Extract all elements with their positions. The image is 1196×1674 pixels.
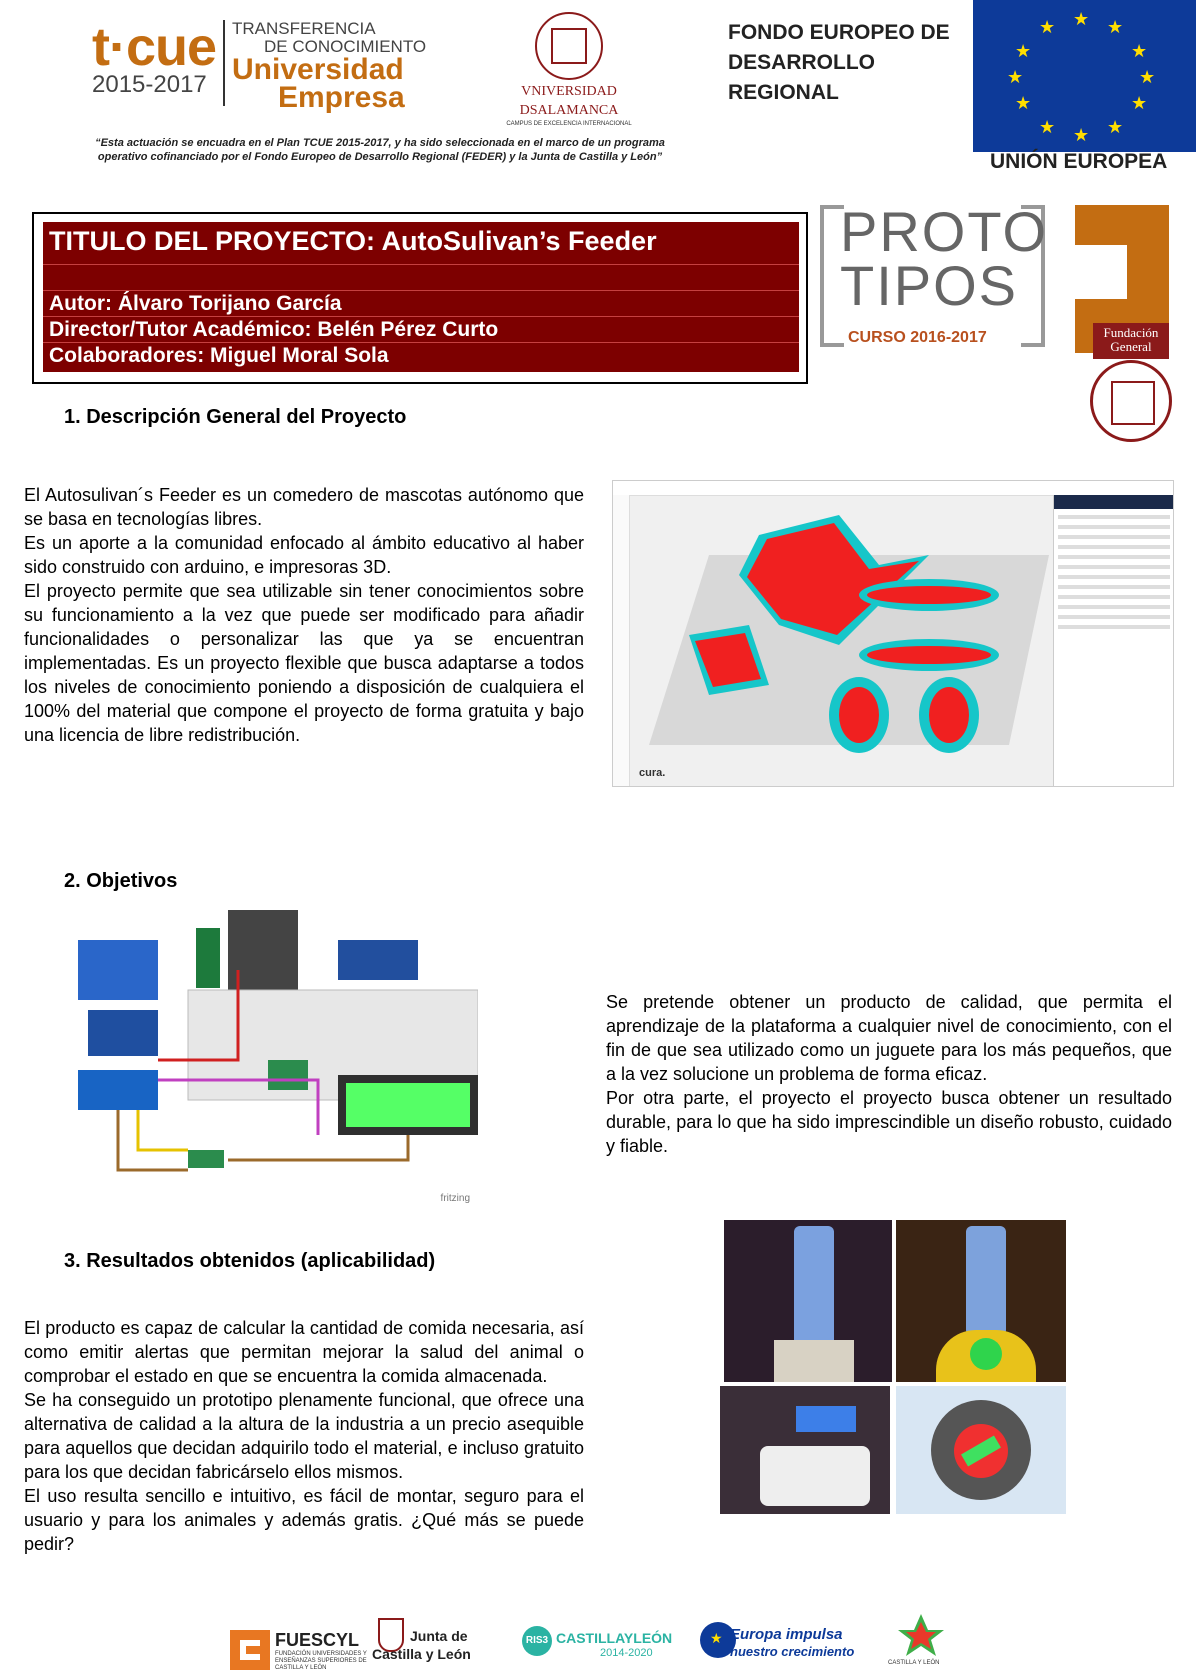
usal-campus: CAMPUS DE EXCELENCIA INTERNACIONAL [506, 121, 632, 127]
fondo-line1: FONDO EUROPEO DE [728, 21, 950, 44]
section3-paragraph: Se ha conseguido un prototipo plenamente funcional, que ofrece una alternativa de calidad a la altura de la industria a un precio asequible para aquellos que decidan adquirilo todo el material, e incluso gratuito para los que decidan fabricárselo ellos mismos. [24, 1390, 584, 1482]
fundacion-line1: Fundación [1103, 325, 1159, 340]
section2-paragraph: Por otra parte, el proyecto el proyecto busca obtener un resultado durable, para lo que ha sido imprescindible un diseño robusto, cuidado y fiable. [606, 1088, 1172, 1156]
castilla-leon-label: CASTILLA Y LEÓN [888, 1660, 940, 1666]
project-collaborators: Colaboradores: Miguel Moral Sola [49, 344, 389, 367]
transfer-line3: Universidad [232, 53, 404, 86]
logo-divider [223, 20, 225, 106]
eu-flag-icon: ★ ★ ★ ★ ★ ★ ★ ★ ★ ★ ★ ★ [973, 0, 1196, 152]
quote-line2: operativo cofinanciado por el Fondo Europeo de Desarrollo Regional (FEDER) y la Junta de Castilla y León” [97, 151, 663, 163]
tcue-logo [92, 17, 242, 98]
title-box [43, 222, 799, 372]
usal-name-2: DSALAMANCA [519, 103, 619, 118]
section1-heading: 1. Descripción General del Proyecto [64, 406, 407, 428]
fritzing-brand: fritzing [440, 1193, 470, 1204]
union-europea-label: UNIÓN EUROPEA [990, 150, 1168, 173]
project-title: TITULO DEL PROYECTO: AutoSulivan’s Feeder [49, 226, 657, 256]
fondo-line3: REGIONAL [728, 81, 839, 104]
fundacion-line2: General [1110, 339, 1152, 354]
tcue-brand: t·cue [92, 17, 217, 77]
print-preview-icon [629, 495, 1053, 786]
section3-paragraph: El producto es capaz de calcular la cantidad de comida necesaria, así como emitir alertas que permitan mejorar la salud del animal o comprobar el estado en que se encuentra la comida almacenada. [24, 1318, 584, 1386]
project-author: Autor: Álvaro Torijano García [49, 292, 342, 315]
transfer-line2: DE CONOCIMIENTO [264, 37, 427, 56]
proto-line1: PROTO [840, 200, 1049, 263]
junta-line1: Junta de [410, 1628, 468, 1644]
junta-line2: Castilla y León [372, 1646, 471, 1662]
photo-feeder-side [896, 1220, 1066, 1382]
section3-heading: 3. Resultados obtenidos (aplicabilidad) [64, 1250, 436, 1272]
section3-paragraph: El uso resulta sencillo e intuitivo, es fácil de montar, seguro para el usuario y para los animales y además gratis. ¿Qué más se puede pedir? [24, 1486, 584, 1554]
europa-line2: nuestro crecimiento [730, 1644, 855, 1659]
ris3-years: 2014-2020 [600, 1647, 653, 1659]
section2-text [606, 990, 1172, 1158]
usal-logo [495, 12, 643, 126]
section2-heading: 2. Objetivos [64, 870, 178, 892]
transfer-line4: Empresa [278, 81, 405, 114]
proto-curso: CURSO 2016-2017 [848, 329, 987, 346]
photo-feeder-top [896, 1386, 1066, 1514]
cura-screenshot [612, 480, 1174, 787]
fuescyl-logo [275, 1630, 385, 1672]
project-director: Director/Tutor Académico: Belén Pérez Curto [49, 318, 499, 341]
section3-text [24, 1316, 584, 1556]
tcue-years: 2015-2017 [92, 71, 207, 98]
section2-paragraph: Se pretende obtener un producto de calidad, que permita el aprendizaje de la plataforma a cualquier nivel de conocimiento, con el fin de que sea utilizado como un juguete para los más pequeños, que a la vez solucione un problema de forma eficaz. [606, 992, 1172, 1084]
prototype-photos [716, 1220, 1066, 1580]
quote-line1: “Esta actuación se encuadra en el Plan TCUE 2015-2017, y ha sido seleccionada en el marco de un programa [95, 137, 665, 149]
section1-paragraph: El Autosulivan´s Feeder es un comedero de mascotas autónomo que se basa en tecnologías libres. [24, 485, 584, 529]
funding-quote [40, 136, 720, 164]
photo-feeder-front [724, 1220, 892, 1382]
europa-flag-icon: ★ [700, 1622, 736, 1658]
ris3-name: CASTILLAYLEÓN [556, 1630, 673, 1646]
usal-seal-icon [535, 12, 603, 80]
fritzing-diagram [78, 910, 478, 1210]
fuescyl-icon [230, 1630, 270, 1670]
europa-line1: Europa impulsa [730, 1626, 843, 1643]
circuit-diagram-icon [78, 910, 478, 1210]
fondo-line2: DESARROLLO [728, 51, 875, 74]
fuescyl-name: FUESCYL [275, 1630, 360, 1650]
photo-feeder-lcd [720, 1386, 890, 1514]
usal-name-1: VNIVERSIDAD [521, 84, 617, 99]
cura-brand: cura. [639, 767, 666, 779]
proto-line2: TIPOS [840, 254, 1019, 317]
feder-label [728, 18, 968, 108]
section1-paragraph: Es un aporte a la comunidad enfocado al ámbito educativo al haber sido construido con arduino, e impresoras 3D. [24, 533, 584, 577]
fundacion-general-logo [1075, 205, 1169, 353]
transferencia-logo [232, 20, 432, 112]
section1-paragraph: El proyecto permite que sea utilizable sin tener conocimientos sobre su funcionamiento a la vez que puede ser modificado para añadir funcionalidades o personalizar las que ya se encuentran implementadas. Es un proyecto flexible que busca adaptarse a todos los niveles de conocimiento poniendo a disposición de cualquiera el 100% del material que compone el proyecto de forma gratuita y bajo una licencia de libre redistribución. [24, 581, 584, 745]
castilla-leon-star-icon [898, 1614, 944, 1656]
fuescyl-sub: FUNDACIÓN UNIVERSIDADES Y ENSEÑANZAS SUPERIORES DE CASTILLA Y LEÓN [275, 1651, 367, 1671]
prototipos-logo [820, 200, 1049, 353]
transfer-line1: TRANSFERENCIA [232, 19, 376, 38]
ris3-badge: RIS3 [522, 1626, 552, 1656]
section1-text [24, 483, 584, 747]
fundacion-seal-icon [1090, 360, 1172, 442]
